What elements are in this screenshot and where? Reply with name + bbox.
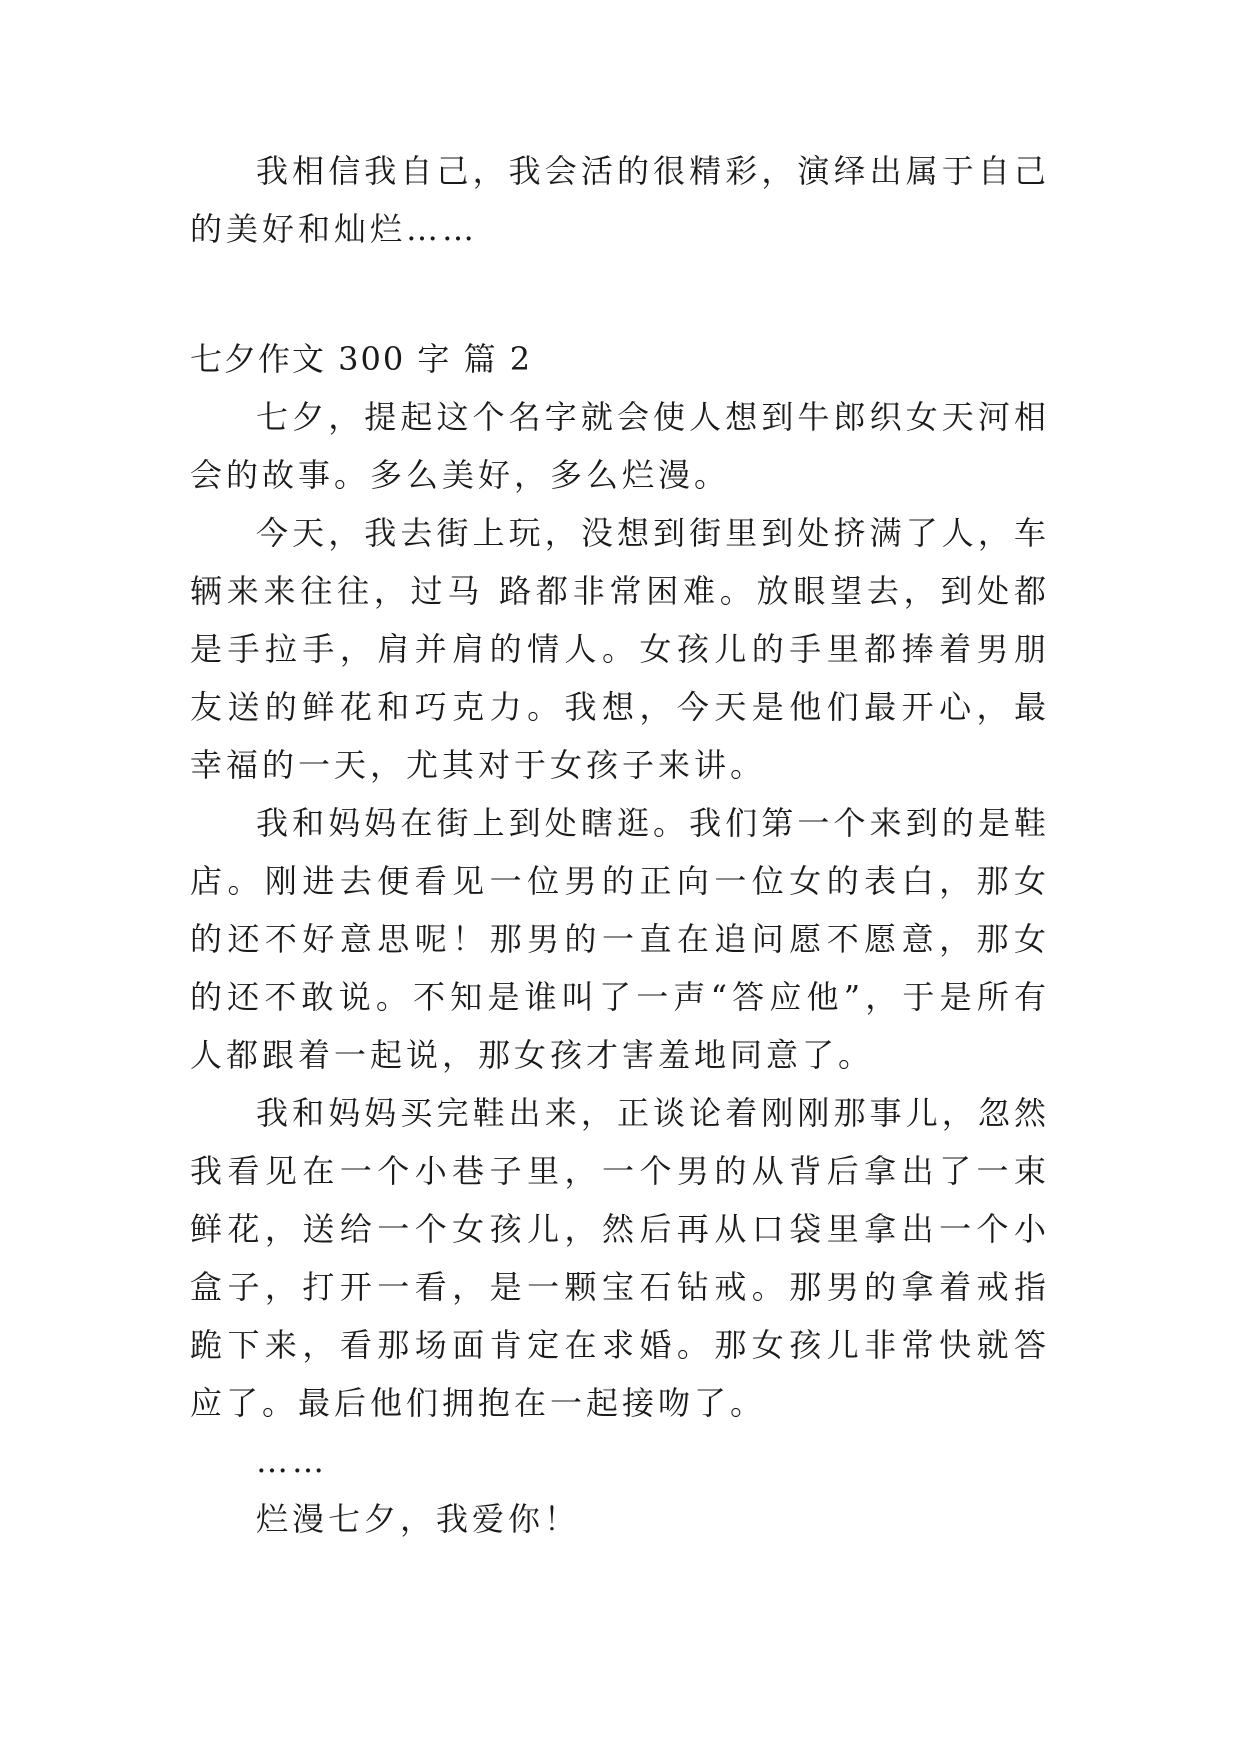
paragraph: 我和妈妈买完鞋出来，正谈论着刚刚那事儿，忽然我看见在一个小巷子里，一个男的从背后拿出了一束鲜花，送给一个女孩儿，然后再从口袋里拿出一个小盒子，打开一看，是一颗宝石钻戒。那男的拿着戒指跪下来，看那场面肯定在求婚。那女孩儿非常快就答应了。最后他们拥抱在一起接吻了。 [190,1094,1050,1422]
paragraph: 今天，我去街上玩，没想到街里到处挤满了人，车辆来来往往，过马 路都非常困难。放眼望去，到处都是手拉手，肩并肩的情人。女孩儿的手里都捧着男朋友送的鲜花和巧克力。我想，今天是他们最开心，最幸福的一天，尤其对于女孩子来讲。 [190,514,1050,784]
paragraph: 我和妈妈在街上到处瞎逛。我们第一个来到的是鞋店。刚进去便看见一位男的正向一位女的表白，那女的还不好意思呢！那男的一直在追问愿不愿意，那女的还不敢说。不知是谁叫了一声“答应他”，于是所有人都跟着一起说，那女孩才害羞地同意了。 [190,804,1050,1074]
essay-body [190,388,1050,1548]
paragraph: 七夕，提起这个名字就会使人想到牛郎织女天河相会的故事。多么美好，多么烂漫。 [190,398,1050,494]
final-line: 烂漫七夕，我爱你！ [256,1500,581,1538]
ellipsis-paragraph: …… [256,1442,328,1480]
section-heading: 七夕作文 300 字 篇 2 [190,340,533,378]
paragraph: 我相信我自己，我会活的很精彩，演绎出属于自己的美好和灿烂…… [190,152,1050,248]
closing-paragraph-previous-essay [190,142,1050,258]
